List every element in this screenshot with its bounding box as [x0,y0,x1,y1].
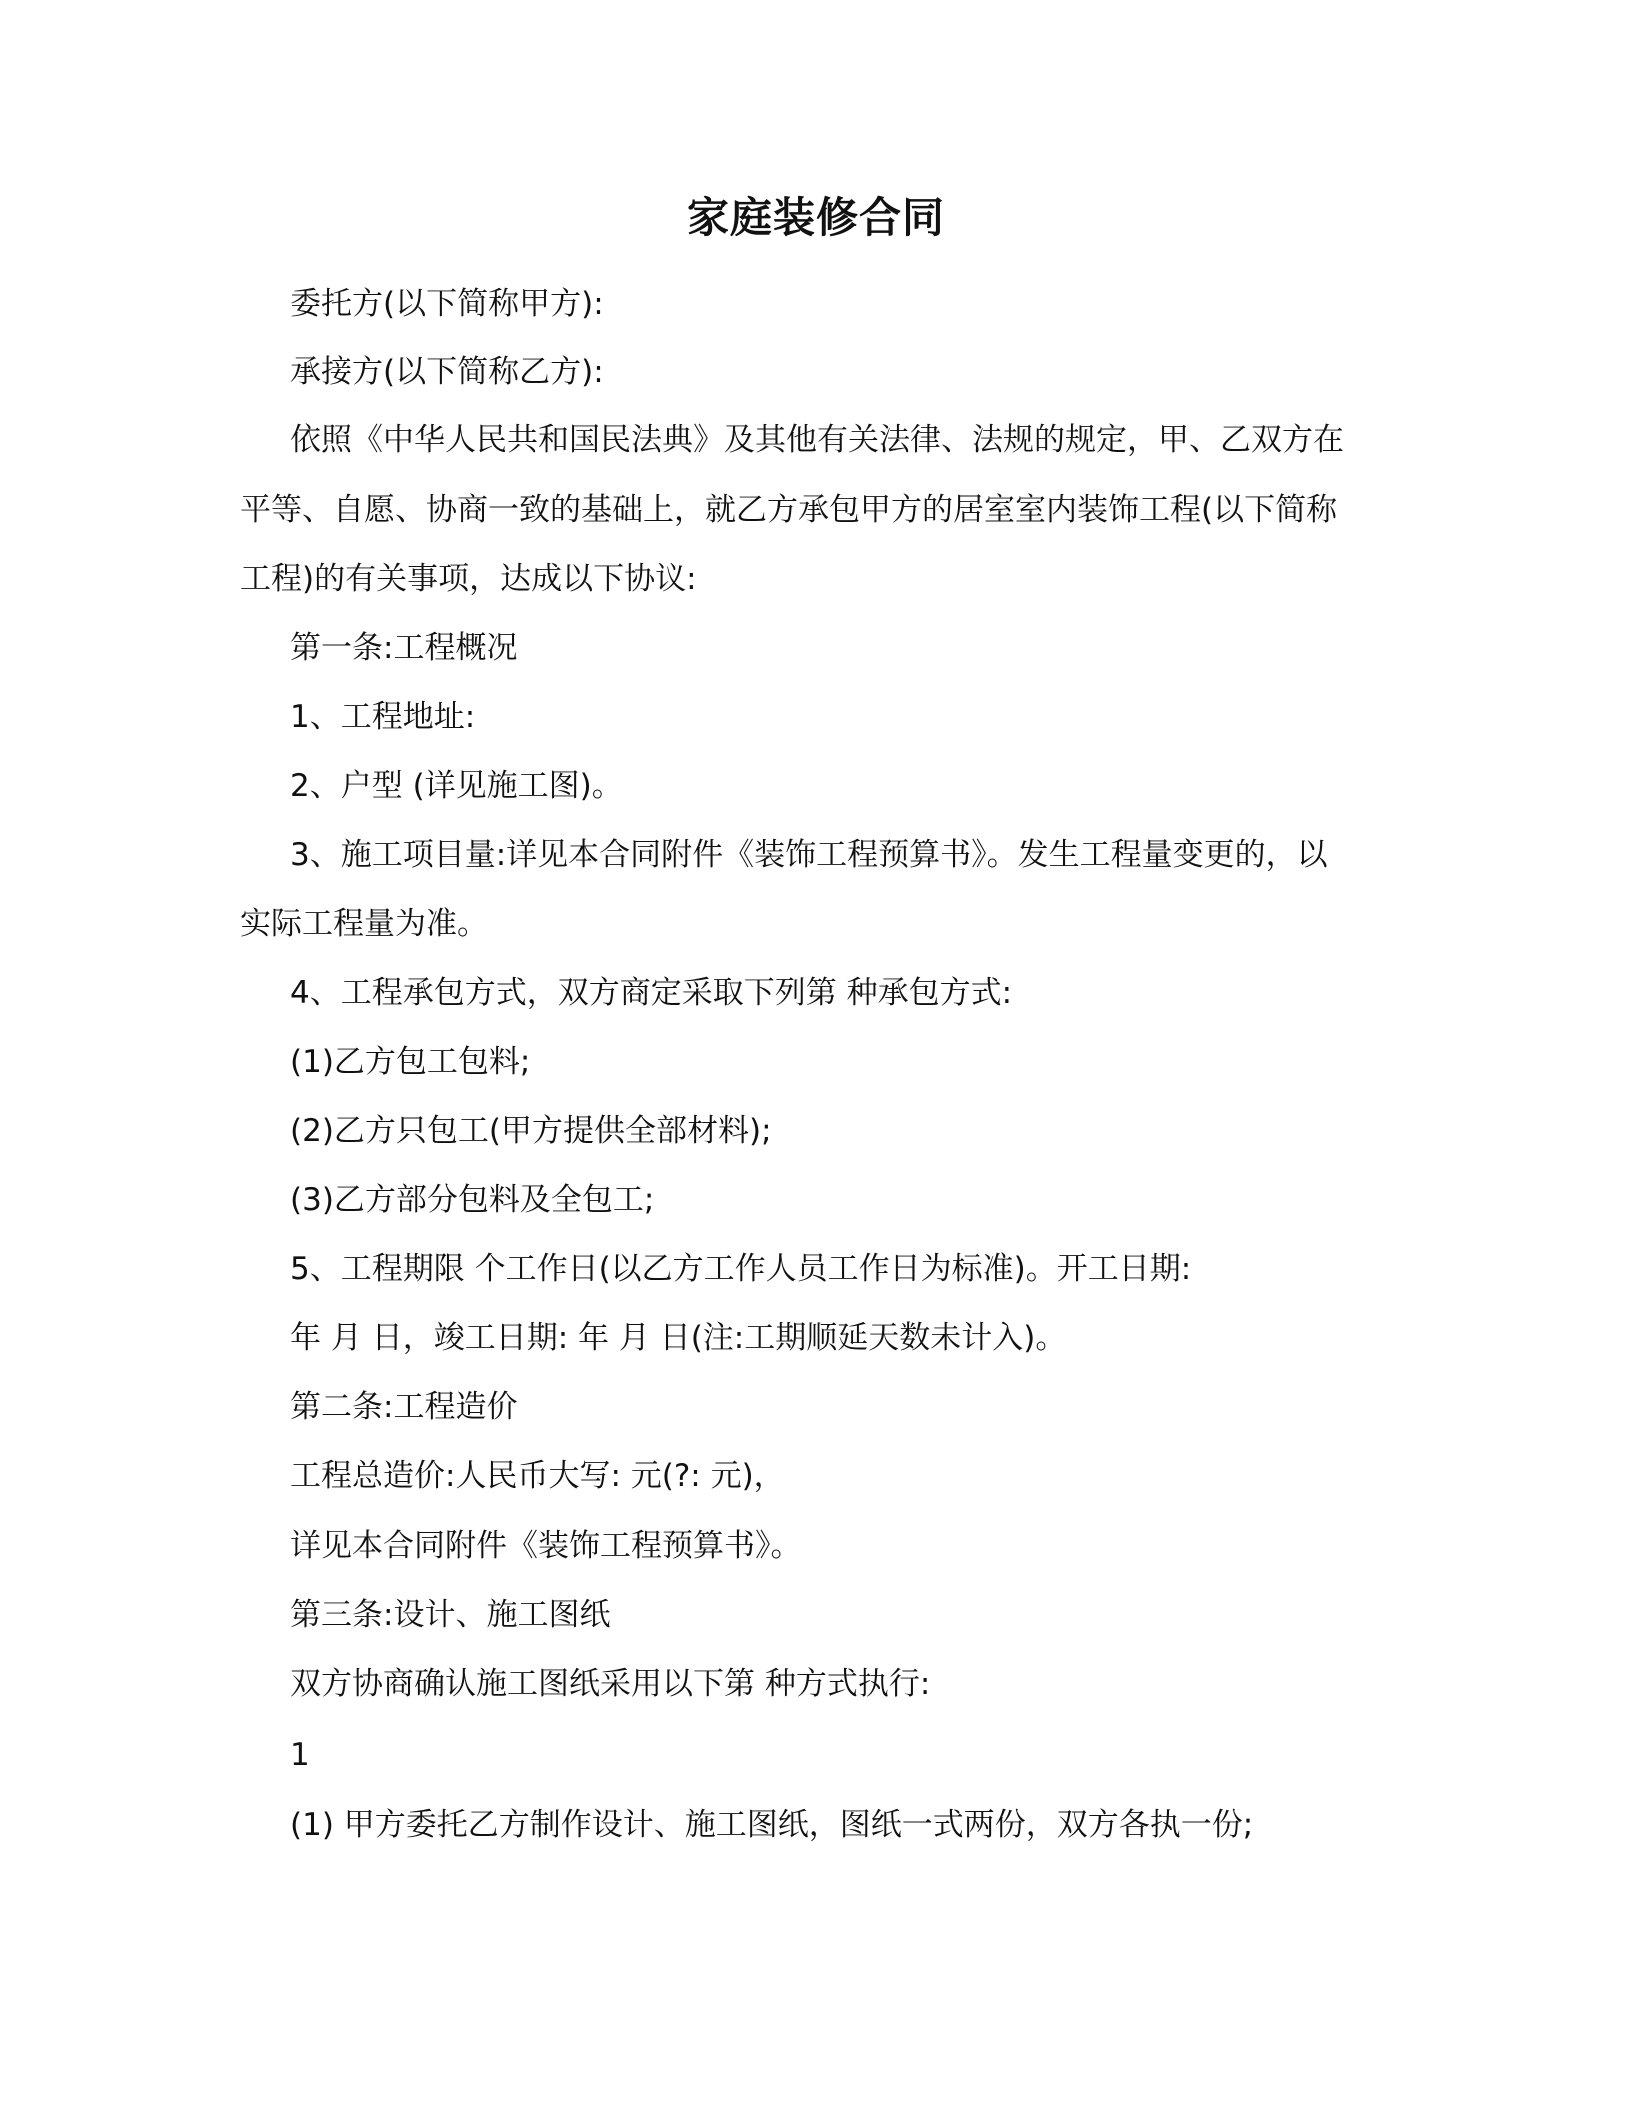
body-line: 详见本合同附件《装饰工程预算书》。 [290,1528,802,1564]
body-line: 工程)的有关事项，达成以下协议: [240,561,697,597]
body-line: 2、户型 (详见施工图)。 [290,768,623,804]
body-line: 委托方(以下简称甲方): [290,286,604,322]
body-line: 实际工程量为准。 [240,906,488,942]
body-line: 工程总造价:人民币大写: 元(?: 元)， [290,1458,785,1494]
body-line: 4、工程承包方式，双方商定采取下列第 种承包方式: [290,975,1013,1011]
body-line: 3、施工项目量:详见本合同附件《装饰工程预算书》。发生工程量变更的，以 [290,837,1328,873]
body-line: 第一条:工程概况 [290,630,518,666]
body-line: 第三条:设计、施工图纸 [290,1597,611,1633]
body-line: 双方协商确认施工图纸采用以下第 种方式执行: [290,1666,931,1702]
body-line: 平等、自愿、协商一致的基础上，就乙方承包甲方的居室室内装饰工程(以下简称 [240,492,1338,528]
body-line: 5、工程期限 个工作日(以乙方工作人员工作日为标准)。开工日期: [290,1251,1192,1287]
body-line: (2)乙方只包工(甲方提供全部材料); [290,1113,772,1149]
body-line: (1) 甲方委托乙方制作设计、施工图纸，图纸一式两份，双方各执一份; [290,1807,1254,1843]
body-line: 年 月 日，竣工日期: 年 月 日(注:工期顺延天数未计入)。 [290,1320,1067,1356]
body-line: 1、工程地址: [290,699,476,735]
body-line: 1 [290,1737,310,1773]
body-line: (1)乙方包工包料; [290,1044,531,1080]
body-line: (3)乙方部分包料及全包工; [290,1182,655,1218]
body-line: 第二条:工程造价 [290,1389,518,1425]
page-title: 家庭装修合同 [686,193,945,242]
body-line: 依照《中华人民共和国民法典》及其他有关法律、法规的规定，甲、乙双方在 [290,422,1344,458]
body-line: 承接方(以下简称乙方): [290,354,604,390]
